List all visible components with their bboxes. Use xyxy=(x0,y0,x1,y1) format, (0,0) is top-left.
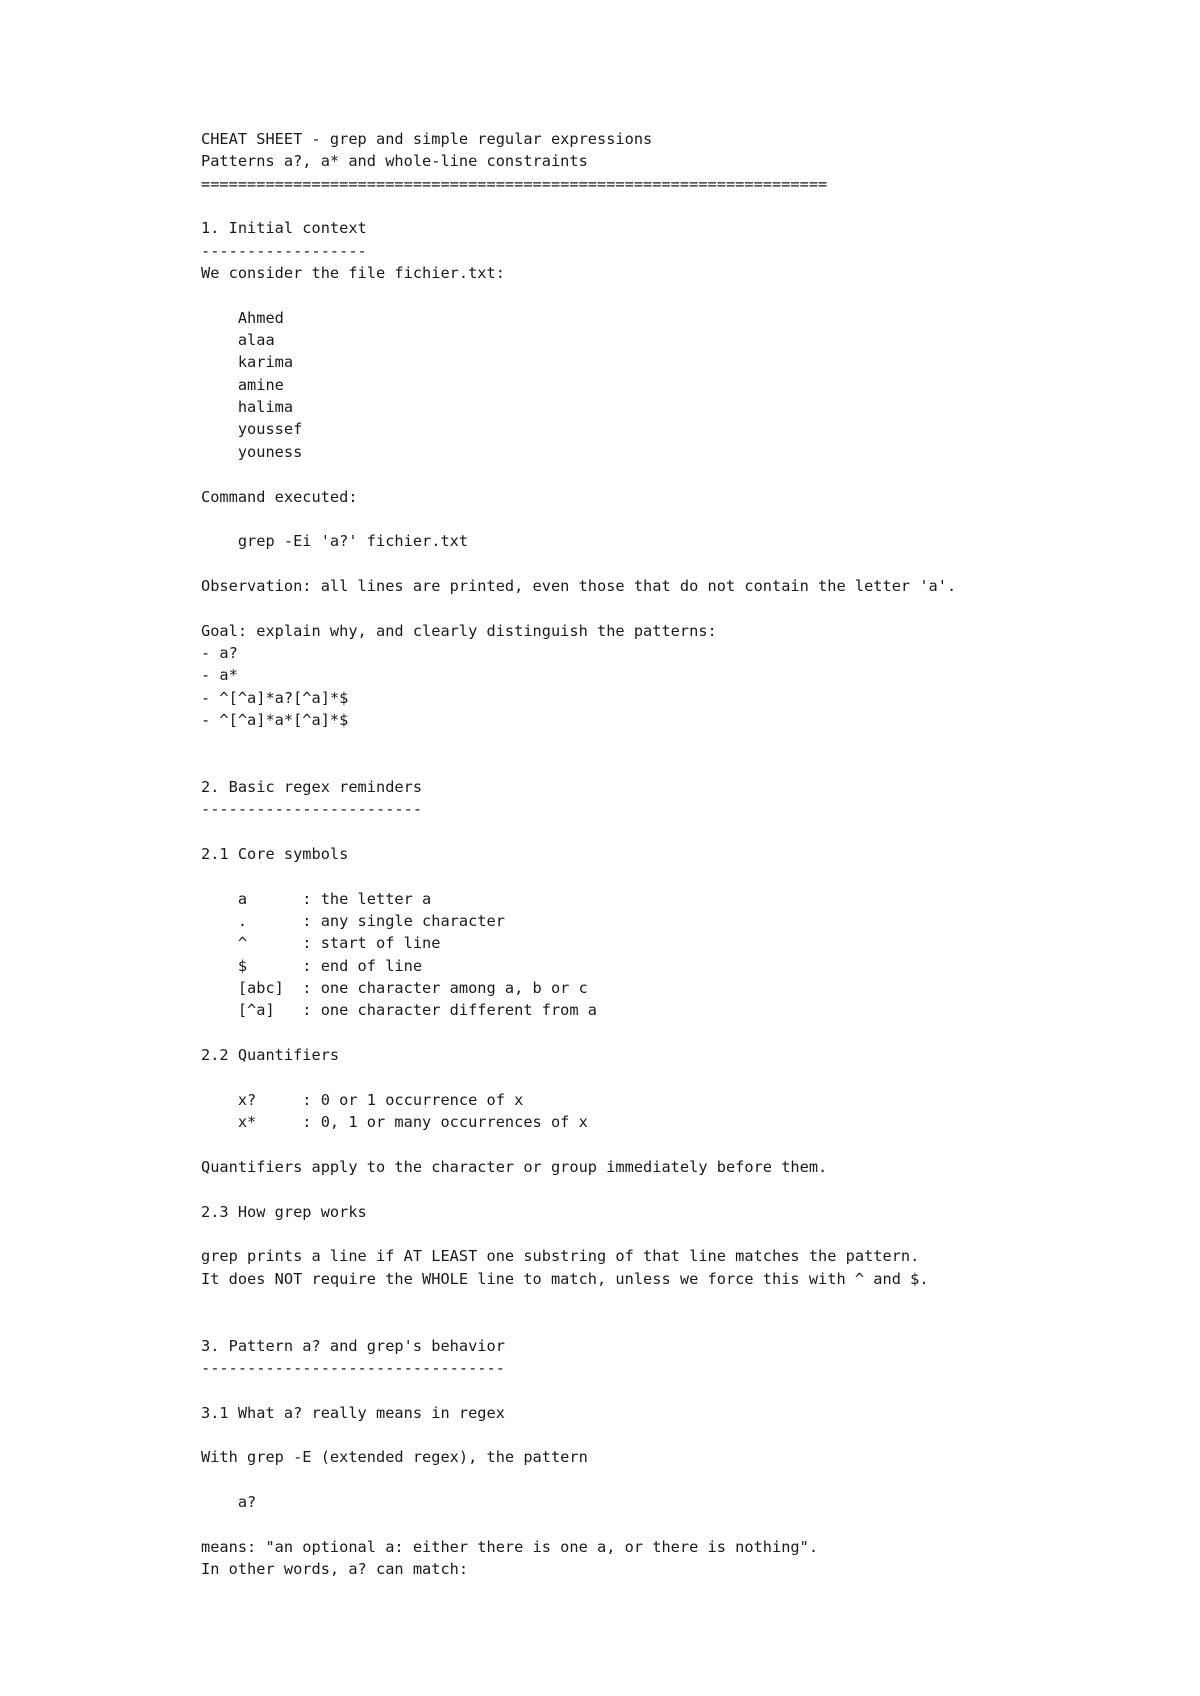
blank-line xyxy=(201,865,1161,887)
file-line: Ahmed xyxy=(201,308,284,327)
pattern-item: - ^[^a]*a?[^a]*$ xyxy=(201,688,349,707)
section-1-underline: ------------------ xyxy=(201,241,367,260)
symbol-row: . : any single character xyxy=(201,912,505,931)
symbol-row: $ : end of line xyxy=(201,956,423,975)
file-line: youssef xyxy=(201,420,303,439)
other-words-line: In other words, a? can match: xyxy=(201,1560,469,1578)
section-1-intro: We consider the file fichier.txt: xyxy=(201,264,505,283)
symbol-row: [abc] : one character among a, b or c xyxy=(201,979,588,998)
blank-line xyxy=(201,597,1161,619)
blank-line xyxy=(201,1290,1161,1312)
section-2-underline: ------------------------ xyxy=(201,800,423,819)
blank-line xyxy=(201,821,1161,843)
section-3-underline: --------------------------------- xyxy=(201,1358,505,1377)
file-line: youness xyxy=(201,442,303,461)
section-3-heading: 3. Pattern a? and grep's behavior xyxy=(201,1336,505,1355)
quantifier-row: x* : 0, 1 or many occurrences of x xyxy=(201,1113,588,1132)
doc-title: CHEAT SHEET - grep and simple regular expressions xyxy=(201,130,653,148)
command-label: Command executed: xyxy=(201,487,358,506)
blank-line xyxy=(201,1513,1161,1535)
quantifier-note: Quantifiers apply to the character or group immediately before them. xyxy=(201,1157,828,1176)
blank-line xyxy=(201,731,1161,753)
section-3-intro: With grep -E (extended regex), the pattern xyxy=(201,1448,588,1467)
pattern-example: a? xyxy=(201,1492,257,1511)
observation-line: Observation: all lines are printed, even those that do not contain the letter 'a'. xyxy=(201,576,957,595)
grep-explanation-line: It does NOT require the WHOLE line to match, unless we force this with ^ and $. xyxy=(201,1269,929,1288)
blank-line xyxy=(201,1424,1161,1446)
section-1-heading: 1. Initial context xyxy=(201,219,367,238)
file-line: alaa xyxy=(201,331,275,350)
pattern-item: - a? xyxy=(201,643,238,662)
quantifier-row: x? : 0 or 1 occurrence of x xyxy=(201,1090,524,1109)
grep-explanation-line: grep prints a line if AT LEAST one substring of that line matches the pattern. xyxy=(201,1247,920,1266)
subsection-2-2-heading: 2.2 Quantifiers xyxy=(201,1046,340,1065)
pattern-item: - a* xyxy=(201,666,238,685)
blank-line xyxy=(201,1178,1161,1200)
blank-line xyxy=(201,284,1161,306)
file-line: karima xyxy=(201,353,294,372)
blank-line xyxy=(201,1022,1161,1044)
blank-line xyxy=(201,1469,1161,1491)
subsection-2-3-heading: 2.3 How grep works xyxy=(201,1202,367,1221)
blank-line xyxy=(201,1223,1161,1245)
symbol-row: a : the letter a xyxy=(201,889,432,908)
blank-line xyxy=(201,1379,1161,1401)
subsection-2-1-heading: 2.1 Core symbols xyxy=(201,845,349,863)
blank-line xyxy=(201,508,1161,530)
title-rule: ==================================================================== xyxy=(201,174,828,193)
pattern-item: - ^[^a]*a*[^a]*$ xyxy=(201,710,349,729)
blank-line xyxy=(201,195,1161,217)
section-2-heading: 2. Basic regex reminders xyxy=(201,777,423,796)
document-body xyxy=(201,128,1161,1580)
blank-line xyxy=(201,754,1161,776)
file-line: amine xyxy=(201,375,284,394)
goal-line: Goal: explain why, and clearly distinguish the patterns: xyxy=(201,621,717,640)
blank-line xyxy=(201,1312,1161,1334)
blank-line xyxy=(201,1133,1161,1155)
doc-subtitle: Patterns a?, a* and whole-line constraints xyxy=(201,152,588,171)
symbol-row: ^ : start of line xyxy=(201,934,441,953)
blank-line xyxy=(201,463,1161,485)
blank-line xyxy=(201,553,1161,575)
file-line: halima xyxy=(201,398,294,417)
command-line: grep -Ei 'a?' fichier.txt xyxy=(201,532,469,551)
means-line: means: "an optional a: either there is one a, or there is nothing". xyxy=(201,1537,819,1556)
subsection-3-1-heading: 3.1 What a? really means in regex xyxy=(201,1403,505,1422)
blank-line xyxy=(201,1066,1161,1088)
symbol-row: [^a] : one character different from a xyxy=(201,1001,598,1020)
